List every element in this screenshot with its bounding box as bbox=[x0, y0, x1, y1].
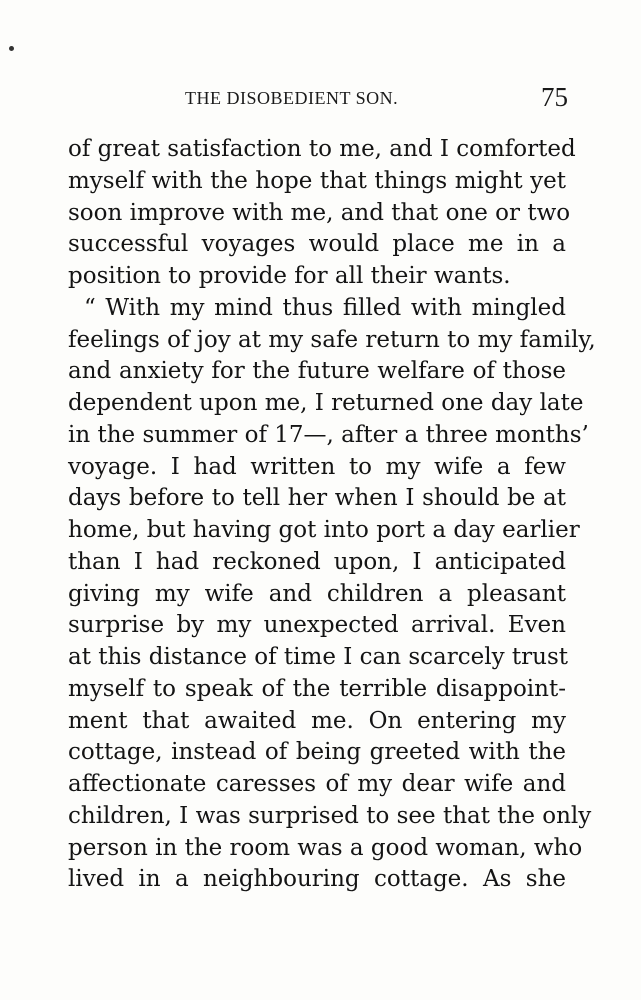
text-line: children, I was surprised to see that the only bbox=[68, 802, 592, 829]
text-line: soon improve with me, and that one or two bbox=[68, 199, 571, 226]
text-line: in the summer of 17—, after a three months’ bbox=[68, 421, 589, 448]
text-line: of great satisfaction to me, and I comforted bbox=[68, 136, 576, 162]
ink-speck bbox=[9, 46, 14, 51]
text-line: myself with the hope that things might yet bbox=[68, 167, 566, 194]
text-line: person in the room was a good woman, who bbox=[68, 834, 583, 861]
text-line: ment that awaited me. On entering my bbox=[68, 707, 566, 734]
text-line: and anxiety for the future welfare of those bbox=[68, 358, 566, 385]
text-line: at this distance of time I can scarcely trust bbox=[68, 644, 569, 670]
text-line: myself to speak of the terrible disappoint- bbox=[68, 675, 566, 702]
text-line: affectionate caresses of my dear wife and bbox=[68, 771, 566, 797]
running-head: THE DISOBEDIENT SON. bbox=[185, 88, 399, 108]
text-line: voyage. I had written to my wife a few bbox=[68, 453, 566, 480]
text-line: home, but having got into port a day earlier bbox=[68, 517, 580, 543]
text-line: successful voyages would place me in a bbox=[68, 231, 566, 258]
body-text bbox=[68, 134, 596, 896]
page-number: 75 bbox=[541, 82, 568, 112]
text-line: “ With my mind thus filled with mingled bbox=[84, 294, 566, 321]
text-line: than I had reckoned upon, I anticipated bbox=[68, 548, 566, 575]
text-line: feelings of joy at my safe return to my family, bbox=[68, 326, 596, 353]
text-line: dependent upon me, I returned one day late bbox=[68, 390, 584, 416]
text-line: surprise by my unexpected arrival. Even bbox=[68, 612, 566, 639]
text-line: position to provide for all their wants. bbox=[68, 263, 511, 289]
text-line: lived in a neighbouring cottage. As she bbox=[68, 866, 566, 893]
text-line: giving my wife and children a pleasant bbox=[68, 580, 566, 607]
page-header bbox=[68, 82, 568, 118]
text-line: days before to tell her when I should be at bbox=[68, 485, 566, 512]
text-line: cottage, instead of being greeted with the bbox=[68, 739, 566, 766]
